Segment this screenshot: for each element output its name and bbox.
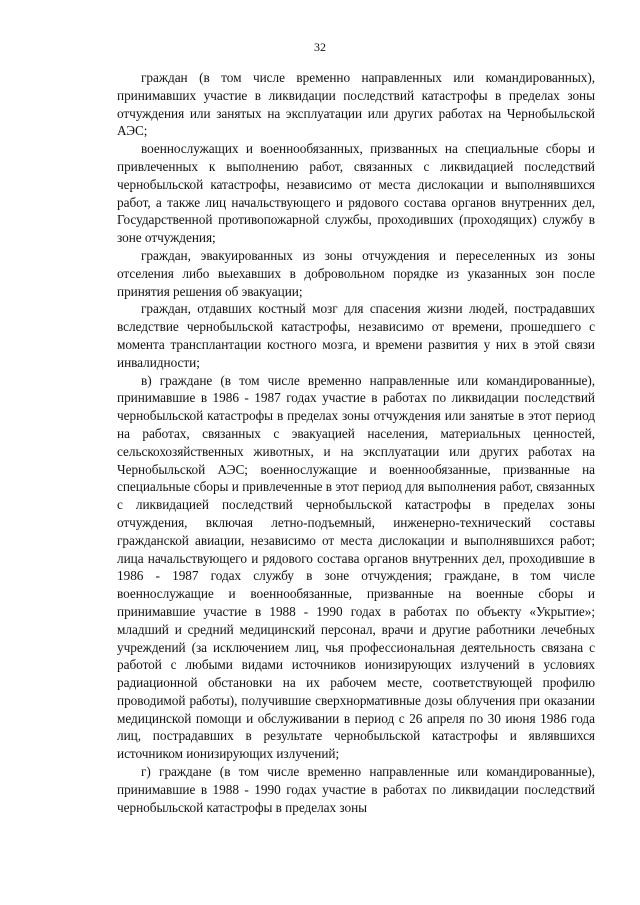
document-body — [117, 69, 595, 816]
paragraph-evacuated-citizens: граждан, эвакуированных из зоны отчуждения и переселенных из зоны отселения либо выехавших в добровольном порядке из указанных зон после принятия решения об эвакуации; — [117, 247, 595, 299]
paragraph-item-v: в) граждане (в том числе временно направленные или командированные), принимавшие в 1986 - 1987 годах участие в работах по ликвидации последствий чернобыльской катастрофы в пределах зоны отчуждения или занятые в этот период на работах, связанных с эвакуацией населения, материальных ценностей, сельскохозяйственных животных, и на эксплуатации или других работах на Чернобыльской АЭС; военнослужащие и военнообязанные, призванные на специальные сборы и привлеченные в этот период для выполнения работ, связанных с ликвидацией последствий чернобыльской катастрофы в пределах зоны отчуждения, включая летно-подъемный, инженерно-технический составы гражданской авиации, независимо от места дислокации и выполнявшихся работ; лица начальствующего и рядового состава органов внутренних дел, проходившие в 1986 - 1987 годах службу в зоне отчуждения; граждане, в том числе военнослужащие и военнообязанные, призванные на военные сборы и принимавшие участие в 1988 - 1990 годах в работах по объекту «Укрытие»; младший и средний медицинский персонал, врачи и другие работники лечебных учреждений (за исключением лиц, чья профессиональная деятельность связана с работой с любыми видами источников ионизирующих излучений в условиях радиационной обстановки на их рабочем месте, соответствующей профилю проводимой работы), получившие сверхнормативные дозы облучения при оказании медицинской помощи и обслуживании в период с 26 апреля по 30 июня 1986 года лиц, пострадавших в результате чернобыльской катастрофы и являвшихся источником ионизирующих излучений; — [117, 372, 595, 762]
paragraph-citizens-liquidators: граждан (в том числе временно направленных или командированных), принимавших участие в ликвидации последствий катастрофы в пределах зоны отчуждения или занятых на эксплуатации или других работах на Чернобыльской АЭС; — [117, 70, 595, 139]
page-number: 32 — [314, 40, 326, 54]
paragraph-item-g: г) граждане (в том числе временно направленные или командированные), принимавшие в 1988 - 1990 годах участие в работах по ликвидации последствий чернобыльской катастрофы в пределах зоны — [117, 764, 595, 815]
paragraph-military-personnel: военнослужащих и военнообязанных, призванных на специальные сборы и привлеченных к выполнению работ, связанных с ликвидацией последствий чернобыльской катастрофы, независимо от места дислокации и выполнявшихся работ, а также лиц начальствующего и рядового состава органов внутренних дел, Государственной противопожарной службы, проходивших (проходящих) службу в зоне отчуждения; — [117, 141, 595, 246]
paragraph-bone-marrow-donors: граждан, отдавших костный мозг для спасения жизни людей, пострадавших вследствие чернобыльской катастрофы, независимо от времени, прошедшего с момента трансплантации костного мозга, и времени развития у них в этой связи инвалидности; — [117, 301, 595, 370]
